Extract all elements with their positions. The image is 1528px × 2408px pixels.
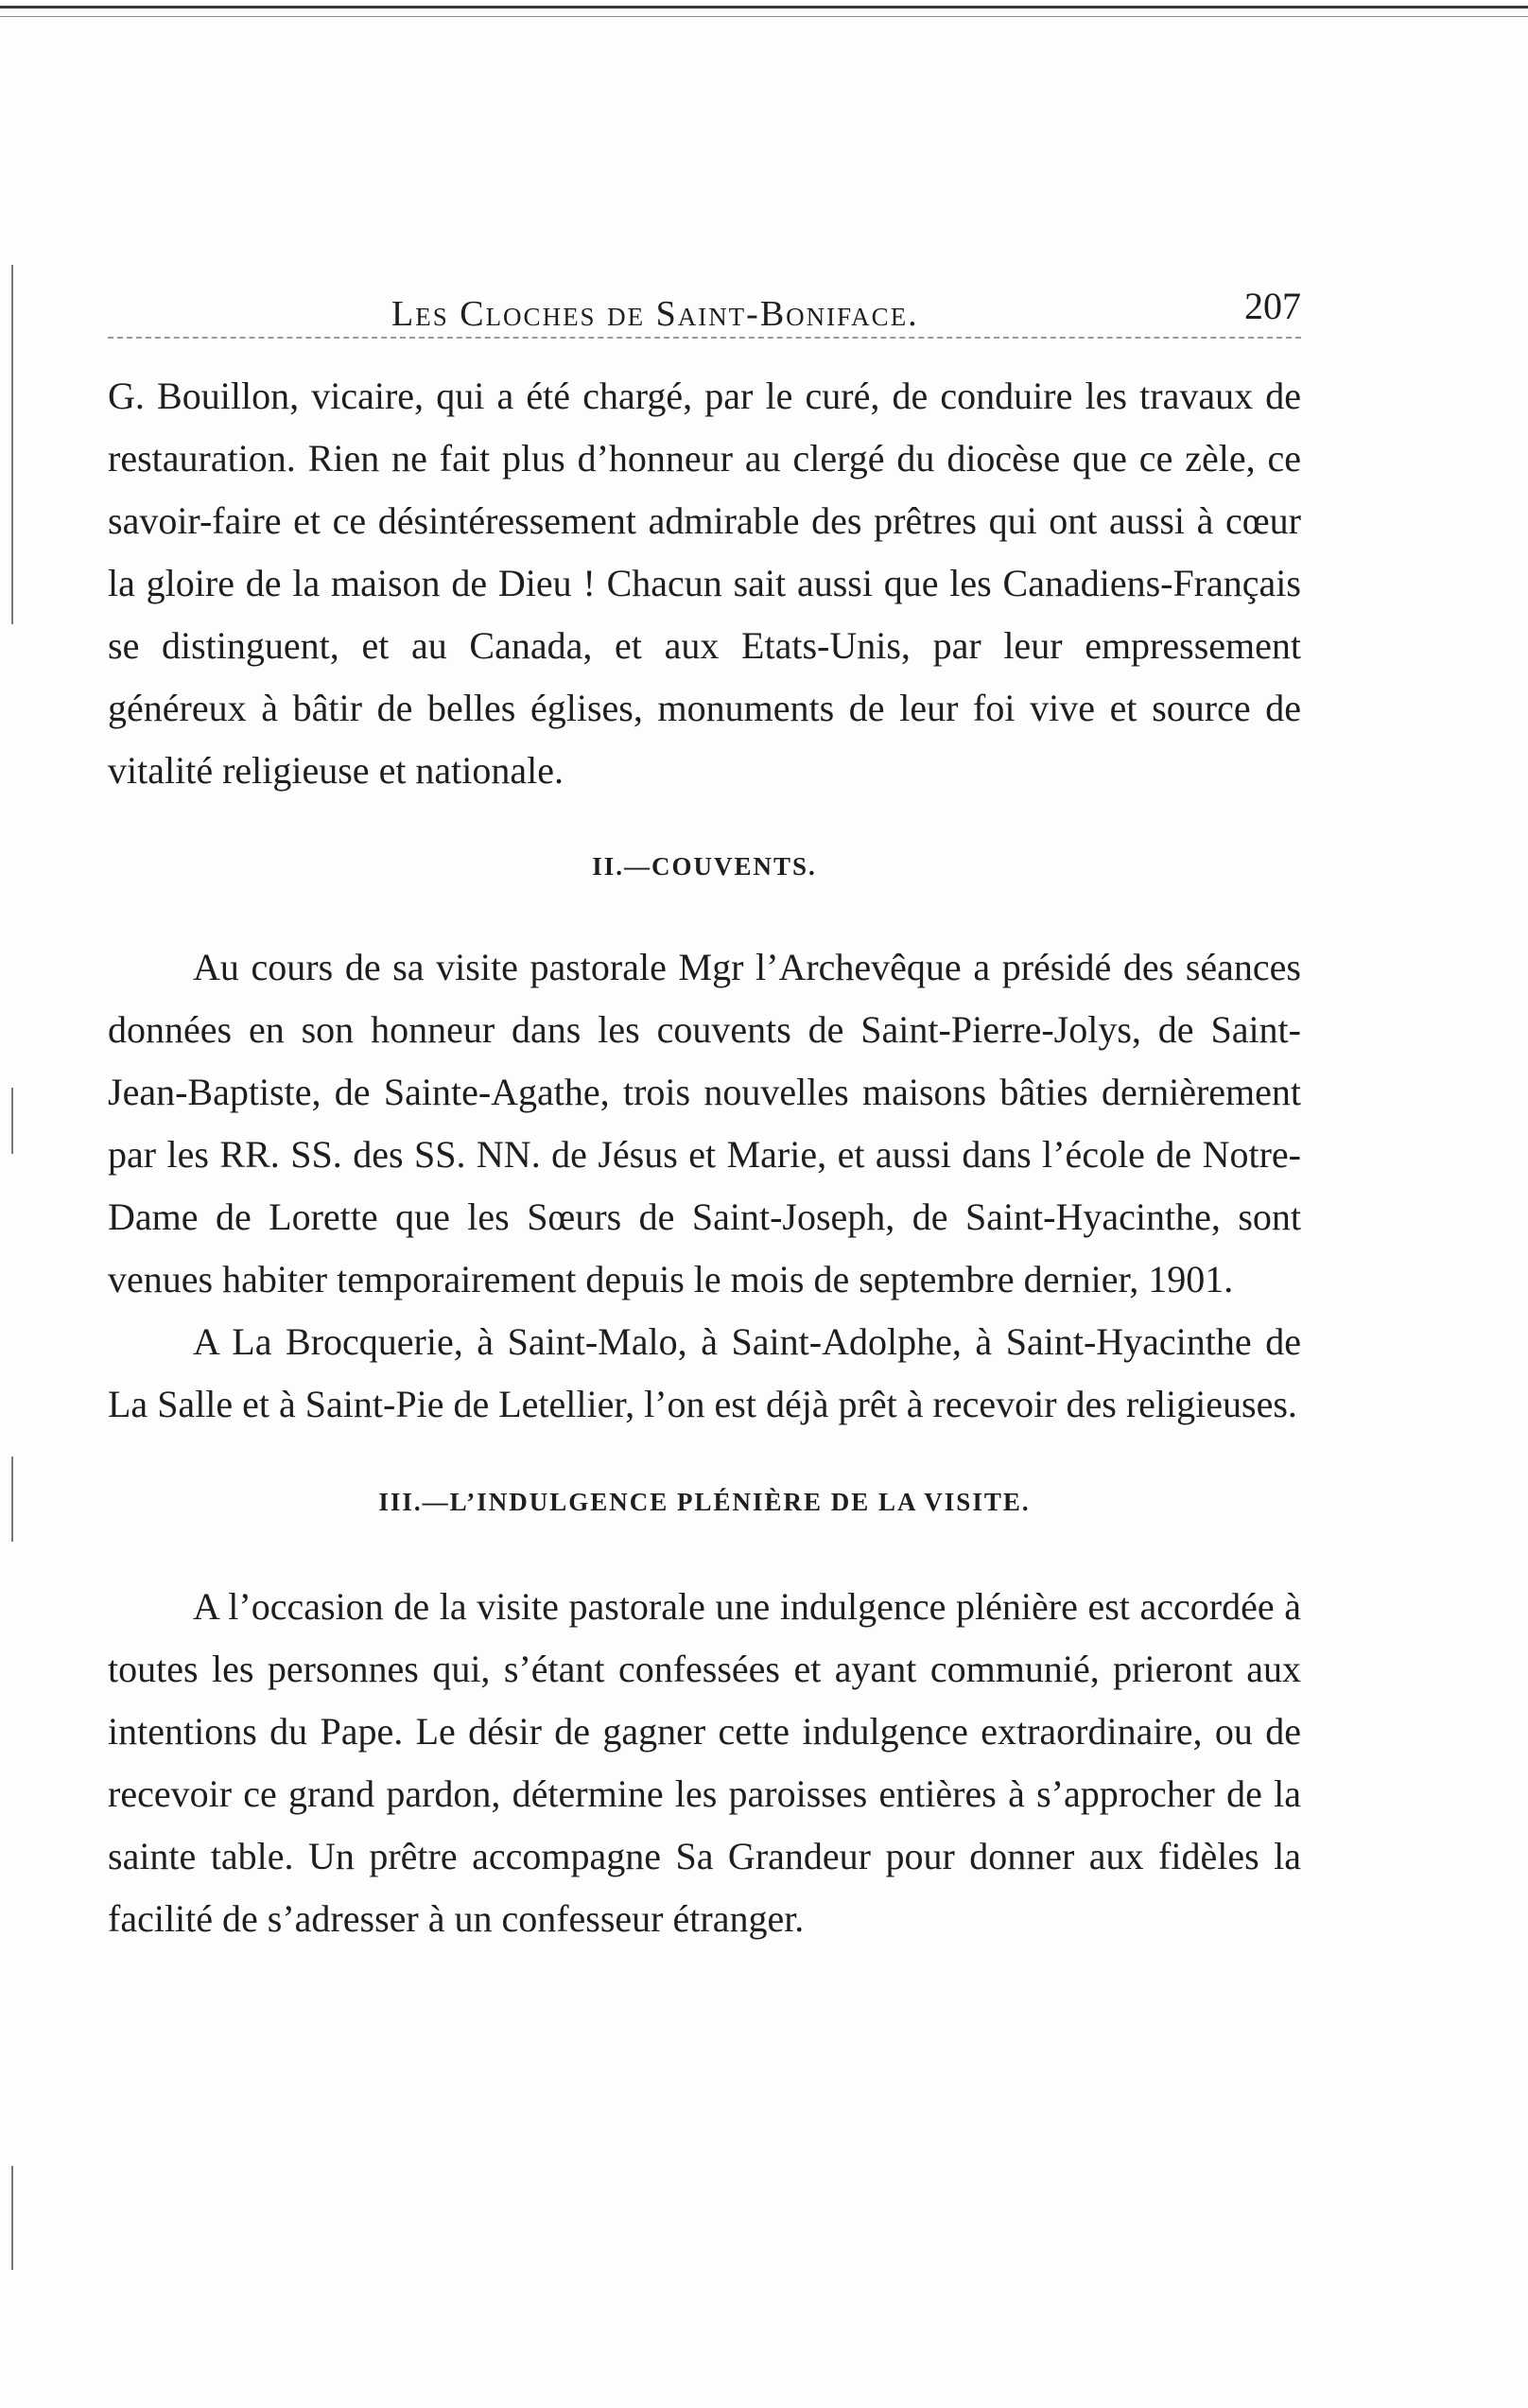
section-heading-couvents: II.—COUVENTS. — [592, 852, 817, 881]
top-edge-rule — [0, 6, 1528, 17]
margin-binding-mark — [11, 1088, 13, 1154]
running-head-title: Les Cloches de Saint-Boniface. — [391, 294, 919, 334]
paragraph-couvents-2: A La Brocquerie, à Saint-Malo, à Saint-Adolphe, à Saint-Hyacinthe de La Salle et à Saint-Pie de Letellier, l’on est déjà prêt à recevoir des religieuses. — [108, 1320, 1301, 1425]
running-head — [108, 270, 1301, 339]
margin-binding-mark — [11, 1457, 13, 1542]
margin-binding-mark — [11, 2166, 13, 2270]
paragraph-couvents-1: Au cours de sa visite pastorale Mgr l’Archevêque a présidé des séances données en son honneur dans les couvents de Saint-Pierre-Jolys, de Saint-Jean-Baptiste, de Sainte-Agathe, trois nouvelles maisons bâties dernièrement par les RR. SS. des SS. NN. de Jésus et Marie, et aussi dans l’école de Notre-Dame de Lorette que les Sœurs de Saint-Joseph, de Saint-Hyacinthe, sont venues habiter temporairement depuis le mois de septembre dernier, 1901. — [108, 946, 1301, 1300]
paragraph-indulgence: A l’occasion de la visite pastorale une indulgence plénière est accordée à toutes les personnes qui, s’étant confessées et ayant communié, prieront aux intentions du Pape. Le désir de gagner cette indulgence extraordinaire, ou de recevoir ce grand pardon, détermine les paroisses entières à s’approcher de la sainte table. Un prêtre accompagne Sa Grandeur pour donner aux fidèles la facilité de s’adresser à un confesseur étranger. — [108, 1585, 1301, 1940]
section-heading-indulgence: III.—L’INDULGENCE PLÉNIÈRE DE LA VISITE. — [378, 1488, 1031, 1516]
book-page — [108, 270, 1301, 1950]
page-number: 207 — [1244, 285, 1301, 327]
margin-binding-mark — [11, 265, 13, 624]
continued-paragraph: G. Bouillon, vicaire, qui a été chargé, par le curé, de conduire les travaux de restauration. Rien ne fait plus d’honneur au clergé du diocèse que ce zèle, ce savoir-faire et ce désintéressement admirable des prêtres qui ont aussi à cœur la gloire de la maison de Dieu ! Chacun sait aussi que les Canadiens-Français se distinguent, et au Canada, et aux Etats-Unis, par leur empressement généreux à bâtir de belles églises, monuments de leur foi vive et source de vitalité religieuse et nationale. — [108, 375, 1301, 792]
